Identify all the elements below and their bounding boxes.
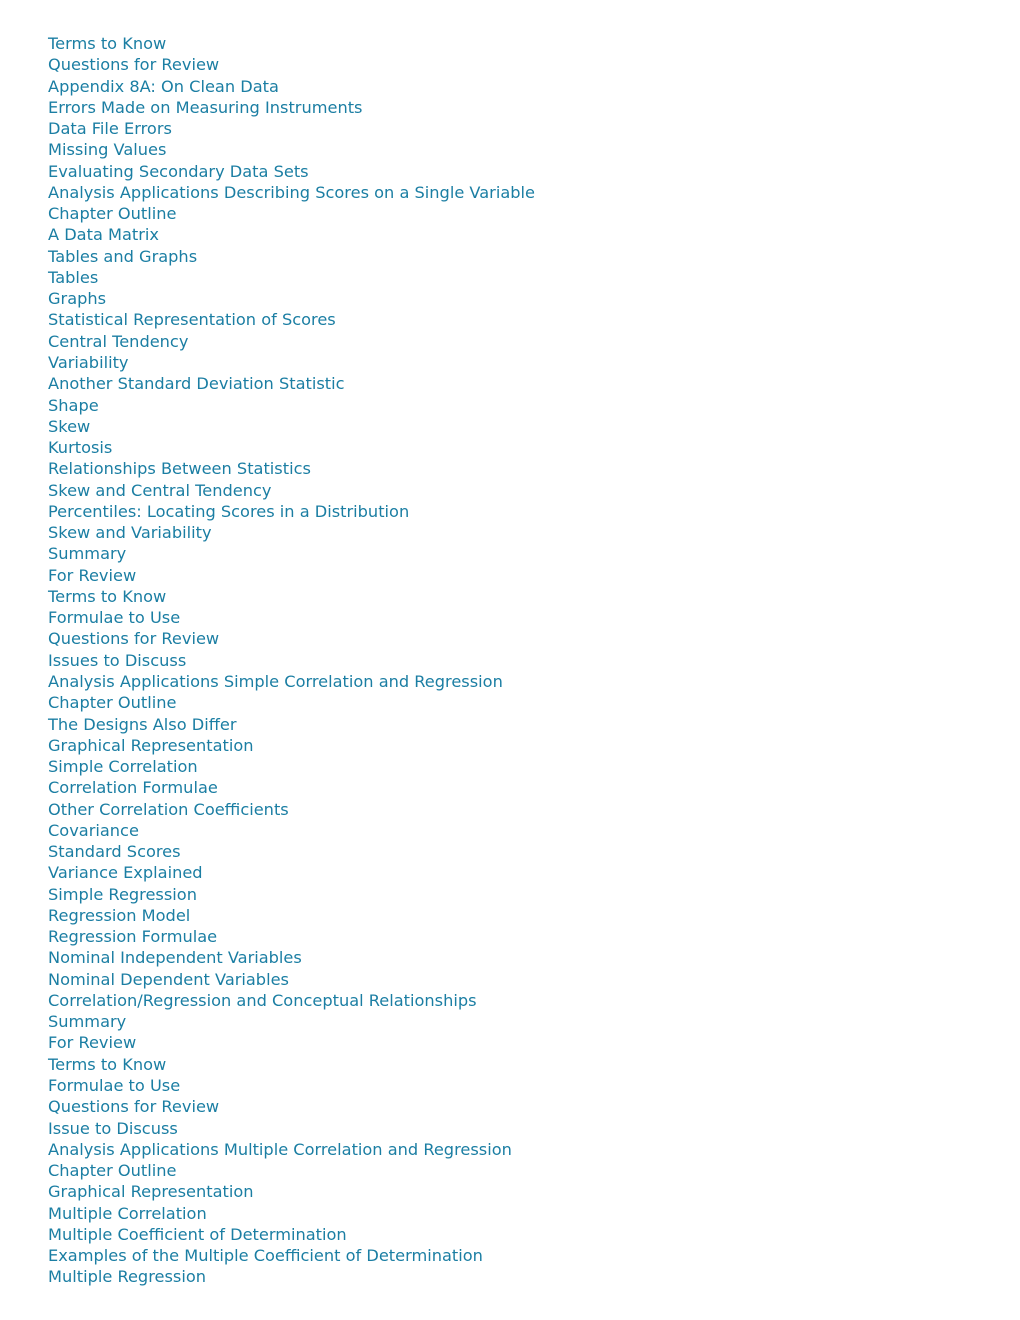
toc-entry xyxy=(48,224,535,245)
toc-entry xyxy=(48,565,535,586)
toc-link[interactable]: Correlation/Regression and Conceptual Relationships xyxy=(48,990,477,1010)
toc-link[interactable]: Appendix 8A: On Clean Data xyxy=(48,76,279,96)
toc-link[interactable]: Variability xyxy=(48,352,129,372)
toc-entry xyxy=(48,309,535,330)
toc-link[interactable]: Statistical Representation of Scores xyxy=(48,310,336,330)
toc-link[interactable]: Issues to Discuss xyxy=(48,650,187,670)
toc-link[interactable]: Questions for Review xyxy=(48,55,220,75)
toc-link[interactable]: Regression Model xyxy=(48,905,191,925)
toc-link[interactable]: Issue to Discuss xyxy=(48,1118,178,1138)
toc-link[interactable]: Analysis Applications Simple Correlation and Regression xyxy=(48,671,503,691)
toc-entry xyxy=(48,1266,535,1287)
toc-entry xyxy=(48,735,535,756)
toc-link[interactable]: Summary xyxy=(48,544,127,564)
table-of-contents xyxy=(48,33,535,1288)
toc-link[interactable]: Another Standard Deviation Statistic xyxy=(48,374,345,394)
toc-entry xyxy=(48,714,535,735)
toc-link[interactable]: Multiple Coefficient of Determination xyxy=(48,1224,347,1244)
toc-link[interactable]: Central Tendency xyxy=(48,331,189,351)
toc-link[interactable]: Correlation Formulae xyxy=(48,778,218,798)
toc-link[interactable]: Standard Scores xyxy=(48,842,181,862)
toc-link[interactable]: Shape xyxy=(48,395,99,415)
toc-link[interactable]: Terms to Know xyxy=(48,34,167,53)
toc-link[interactable]: Data File Errors xyxy=(48,119,172,139)
toc-entry xyxy=(48,458,535,479)
toc-entry xyxy=(48,1011,535,1032)
toc-link[interactable]: A Data Matrix xyxy=(48,225,159,245)
toc-entry xyxy=(48,841,535,862)
toc-link[interactable]: Evaluating Secondary Data Sets xyxy=(48,161,309,181)
toc-link[interactable]: Simple Correlation xyxy=(48,757,198,777)
toc-entry xyxy=(48,671,535,692)
toc-entry xyxy=(48,522,535,543)
toc-entry xyxy=(48,905,535,926)
toc-link[interactable]: Regression Formulae xyxy=(48,927,218,947)
toc-link[interactable]: Analysis Applications Multiple Correlation and Regression xyxy=(48,1139,512,1159)
toc-link[interactable]: Covariance xyxy=(48,820,139,840)
toc-entry xyxy=(48,352,535,373)
toc-link[interactable]: Skew and Central Tendency xyxy=(48,480,272,500)
toc-link[interactable]: Nominal Independent Variables xyxy=(48,948,302,968)
toc-entry xyxy=(48,926,535,947)
toc-entry xyxy=(48,756,535,777)
toc-entry xyxy=(48,692,535,713)
toc-link[interactable]: Terms to Know xyxy=(48,586,167,606)
toc-entry xyxy=(48,288,535,309)
toc-entry xyxy=(48,799,535,820)
toc-link[interactable]: Kurtosis xyxy=(48,438,113,458)
toc-link[interactable]: Multiple Regression xyxy=(48,1267,206,1287)
toc-link[interactable]: Other Correlation Coefficients xyxy=(48,799,289,819)
toc-entry xyxy=(48,1139,535,1160)
toc-link[interactable]: Relationships Between Statistics xyxy=(48,459,311,479)
toc-entry xyxy=(48,54,535,75)
toc-link[interactable]: Percentiles: Locating Scores in a Distribution xyxy=(48,501,410,521)
toc-link[interactable]: Terms to Know xyxy=(48,1054,167,1074)
toc-entry xyxy=(48,1245,535,1266)
toc-entry xyxy=(48,1203,535,1224)
toc-link[interactable]: Simple Regression xyxy=(48,884,197,904)
toc-entry xyxy=(48,1160,535,1181)
toc-link[interactable]: Graphs xyxy=(48,289,107,309)
toc-entry xyxy=(48,76,535,97)
toc-entry xyxy=(48,777,535,798)
toc-entry xyxy=(48,33,535,54)
toc-link[interactable]: Tables and Graphs xyxy=(48,246,198,266)
toc-link[interactable]: Skew and Variability xyxy=(48,523,212,543)
toc-entry xyxy=(48,501,535,522)
toc-link[interactable]: Graphical Representation xyxy=(48,735,254,755)
toc-entry xyxy=(48,990,535,1011)
toc-link[interactable]: Questions for Review xyxy=(48,1097,220,1117)
toc-entry xyxy=(48,480,535,501)
toc-link[interactable]: Formulae to Use xyxy=(48,1076,181,1096)
toc-entry xyxy=(48,1224,535,1245)
toc-link[interactable]: Chapter Outline xyxy=(48,1161,177,1181)
toc-entry xyxy=(48,1075,535,1096)
toc-entry xyxy=(48,1118,535,1139)
toc-link[interactable]: Graphical Representation xyxy=(48,1182,254,1202)
toc-entry xyxy=(48,650,535,671)
toc-entry xyxy=(48,820,535,841)
toc-entry xyxy=(48,543,535,564)
toc-link[interactable]: Tables xyxy=(48,267,99,287)
toc-link[interactable]: Skew xyxy=(48,416,91,436)
toc-entry xyxy=(48,267,535,288)
toc-link[interactable]: The Designs Also Differ xyxy=(48,714,237,734)
toc-entry xyxy=(48,331,535,352)
toc-link[interactable]: Analysis Applications Describing Scores on a Single Variable xyxy=(48,182,535,202)
toc-link[interactable]: Chapter Outline xyxy=(48,693,177,713)
toc-link[interactable]: Examples of the Multiple Coefficient of Determination xyxy=(48,1246,483,1266)
toc-entry xyxy=(48,416,535,437)
toc-entry xyxy=(48,97,535,118)
toc-link[interactable]: Variance Explained xyxy=(48,863,203,883)
toc-entry xyxy=(48,373,535,394)
toc-entry xyxy=(48,628,535,649)
toc-link[interactable]: Multiple Correlation xyxy=(48,1203,207,1223)
toc-entry xyxy=(48,969,535,990)
toc-entry xyxy=(48,437,535,458)
toc-entry xyxy=(48,1032,535,1053)
toc-entry xyxy=(48,139,535,160)
toc-link[interactable]: Formulae to Use xyxy=(48,608,181,628)
toc-link[interactable]: Errors Made on Measuring Instruments xyxy=(48,97,363,117)
toc-link[interactable]: For Review xyxy=(48,1033,137,1053)
toc-entry xyxy=(48,586,535,607)
toc-entry xyxy=(48,862,535,883)
toc-entry xyxy=(48,246,535,267)
toc-entry xyxy=(48,607,535,628)
toc-entry xyxy=(48,118,535,139)
toc-entry xyxy=(48,1181,535,1202)
toc-entry xyxy=(48,395,535,416)
toc-link[interactable]: For Review xyxy=(48,565,137,585)
toc-link[interactable]: Nominal Dependent Variables xyxy=(48,969,289,989)
toc-link[interactable]: Chapter Outline xyxy=(48,204,177,224)
toc-entry xyxy=(48,1096,535,1117)
toc-entry xyxy=(48,1054,535,1075)
toc-entry xyxy=(48,884,535,905)
toc-entry xyxy=(48,203,535,224)
toc-entry xyxy=(48,161,535,182)
toc-link[interactable]: Summary xyxy=(48,1012,127,1032)
toc-link[interactable]: Missing Values xyxy=(48,140,167,160)
toc-entry xyxy=(48,947,535,968)
toc-link[interactable]: Questions for Review xyxy=(48,629,220,649)
toc-entry xyxy=(48,182,535,203)
